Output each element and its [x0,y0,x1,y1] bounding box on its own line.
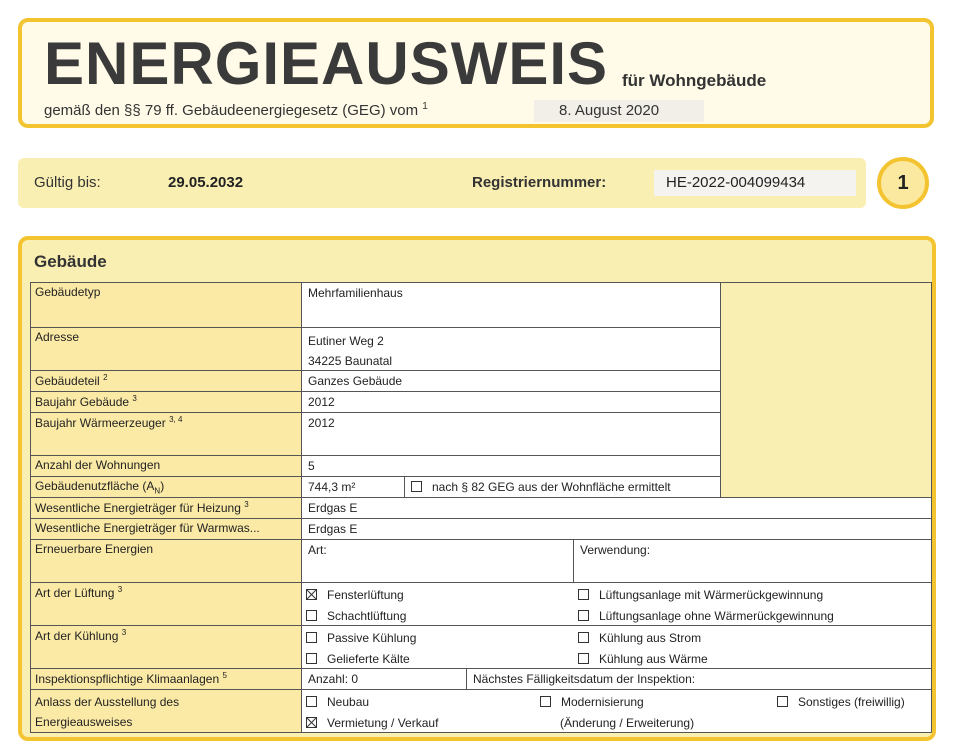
heater-year-footnote: 3, 4 [169,415,183,424]
construction-year-footnote: 3 [132,394,137,403]
modernization-detail [560,716,694,730]
value-building-part [301,370,721,392]
issue-reason-label-1: Anlass der Ausstellung des [35,695,180,709]
cooling-electric-text: Kühlung aus Strom [599,631,702,645]
page-number-badge: 1 [877,157,929,209]
value-heating-carrier [301,497,932,519]
building-section [18,236,936,741]
renewable-use-label: Verwendung: [580,543,651,557]
value-heater-year [301,412,721,456]
ventilation-footnote: 3 [117,585,123,594]
checkbox-icon[interactable] [306,653,317,664]
ac-count-value: Anzahl: 0 [308,672,359,686]
usable-area-label-sub: N [154,486,161,496]
address-label: Adresse [35,330,80,344]
value-water-carrier [301,518,932,540]
construction-year-value: 2012 [308,395,335,409]
checkbox-icon[interactable] [306,610,317,621]
ventilation-with-recovery-text: Lüftungsanlage mit Wärmerückgewinnung [599,588,824,602]
ac-next-inspection-label: Nächstes Fälligkeitsdatum der Inspektion: [473,672,696,686]
address-line-2: 34225 Baunatal [308,354,393,368]
heating-carrier-value: Erdgas E [308,501,358,515]
checkbox-icon[interactable] [777,696,788,707]
rent-sale-text: Vermietung / Verkauf [327,716,439,730]
modernization-text: Modernisierung [561,695,644,709]
building-table [22,240,936,741]
building-part-label: Gebäudeteil [35,374,100,388]
heater-year-value: 2012 [308,416,335,430]
label-renewable [30,539,302,583]
other-voluntary-text: Sonstiges (freiwillig) [798,695,905,709]
new-building-text: Neubau [327,695,370,709]
usable-area-label-suffix: ) [160,479,165,493]
registration-number: HE-2022-004099434 [654,170,856,196]
renewable-type-label: Art: [308,543,327,557]
option-supplied-cold[interactable] [306,652,410,666]
option-other-voluntary[interactable] [777,695,905,709]
option-cooling-electric[interactable] [578,631,701,645]
ventilation-without-recovery-text: Lüftungsanlage ohne Wärmerückgewinnung [599,609,834,623]
label-address [30,327,302,371]
law-date: 8. August 2020 [534,100,704,122]
value-ac-count [301,668,467,690]
usable-area-option: nach § 82 GEG aus der Wohnfläche ermittelt [432,480,671,494]
construction-year-label: Baujahr Gebäude [35,395,130,409]
cooling-footnote: 3 [121,628,127,637]
document-subtitle: für Wohngebäude [622,71,767,90]
option-shaft-ventilation[interactable] [306,609,406,623]
building-part-value: Ganzes Gebäude [308,374,403,388]
air-conditioning-footnote: 5 [222,671,227,680]
heater-year-label: Baujahr Wärmeerzeuger [35,416,166,430]
label-heating-carrier [30,497,302,519]
water-carrier-value: Erdgas E [308,522,358,536]
label-units [30,455,302,477]
label-heater-year [30,412,302,456]
checkbox-icon[interactable] [540,696,551,707]
option-new-building[interactable] [306,695,369,709]
ventilation-label: Art der Lüftung [35,586,115,600]
building-type-value: Mehrfamilienhaus [308,286,403,300]
law-reference [44,101,428,119]
checkbox-icon[interactable] [578,589,589,600]
checkbox-icon[interactable] [578,653,589,664]
label-building-type [30,282,302,328]
label-air-conditioning [30,668,302,690]
address-line-1: Eutiner Weg 2 [308,334,384,348]
label-building-part [30,370,302,392]
valid-until-label: Gültig bis: [34,174,101,191]
units-label: Anzahl der Wohnungen [35,458,161,472]
option-passive-cooling[interactable] [306,631,416,645]
law-text: gemäß den §§ 79 ff. Gebäudeenergiegesetz (GEG) vom [44,102,419,119]
checkbox-icon[interactable] [306,632,317,643]
passive-cooling-text: Passive Kühlung [327,631,417,645]
usable-area-option-cell [404,476,721,498]
building-photo-area [720,282,932,498]
water-carrier-label: Wesentliche Energieträger für Warmwas... [35,521,260,535]
label-cooling [30,625,302,669]
modernization-detail-text: (Änderung / Erweiterung) [560,716,695,730]
certificate-header [18,18,934,128]
option-ventilation-with-recovery[interactable] [578,588,823,602]
label-ventilation [30,582,302,626]
value-units [301,455,721,477]
law-footnote: 1 [422,101,428,112]
option-rent-sale[interactable] [306,716,438,730]
issue-reason-label-2: Energieausweises [35,715,133,729]
usable-area-label-prefix: Gebäudenutzfläche (A [35,479,155,493]
value-ac-next-inspection [466,668,932,690]
validity-bar [18,158,866,208]
document-title: ENERGIEAUSWEIS [44,30,609,97]
building-part-footnote: 2 [103,373,108,382]
label-issue-reason [30,689,302,733]
heating-carrier-label: Wesentliche Energieträger für Heizung [35,501,241,515]
renewable-label: Erneuerbare Energien [35,542,154,556]
checkbox-icon[interactable] [578,632,589,643]
window-ventilation-text: Fensterlüftung [327,588,404,602]
cooling-heat-text: Kühlung aus Wärme [599,652,708,666]
units-value: 5 [308,459,315,473]
building-type-label: Gebäudetyp [35,285,101,299]
label-water-carrier [30,518,302,540]
air-conditioning-label: Inspektionspflichtige Klimaanlagen [35,672,220,686]
label-construction-year [30,391,302,413]
heating-carrier-footnote: 3 [244,500,249,509]
option-cooling-heat[interactable] [578,652,708,666]
checkbox-icon[interactable] [306,696,317,707]
value-usable-area [301,476,405,498]
value-address [301,327,721,371]
renewable-type-cell [301,539,574,583]
value-construction-year [301,391,721,413]
shaft-ventilation-text: Schachtlüftung [327,609,407,623]
registration-label: Registriernummer: [472,174,607,191]
checkbox-icon[interactable] [578,610,589,621]
option-window-ventilation[interactable] [306,588,404,602]
checkbox-checked-icon[interactable] [306,589,317,600]
checkbox-checked-icon[interactable] [306,717,317,728]
usable-area-value: 744,3 m² [308,480,356,494]
option-ventilation-without-recovery[interactable] [578,609,834,623]
checkbox-icon[interactable] [411,481,422,492]
value-building-type [301,282,721,328]
option-modernization[interactable] [540,695,644,709]
renewable-use-cell [573,539,932,583]
supplied-cold-text: Gelieferte Kälte [327,652,410,666]
valid-until-value: 29.05.2032 [168,174,244,191]
label-usable-area [30,476,302,498]
cooling-label: Art der Kühlung [35,629,119,643]
section-title: Gebäude [34,252,107,271]
